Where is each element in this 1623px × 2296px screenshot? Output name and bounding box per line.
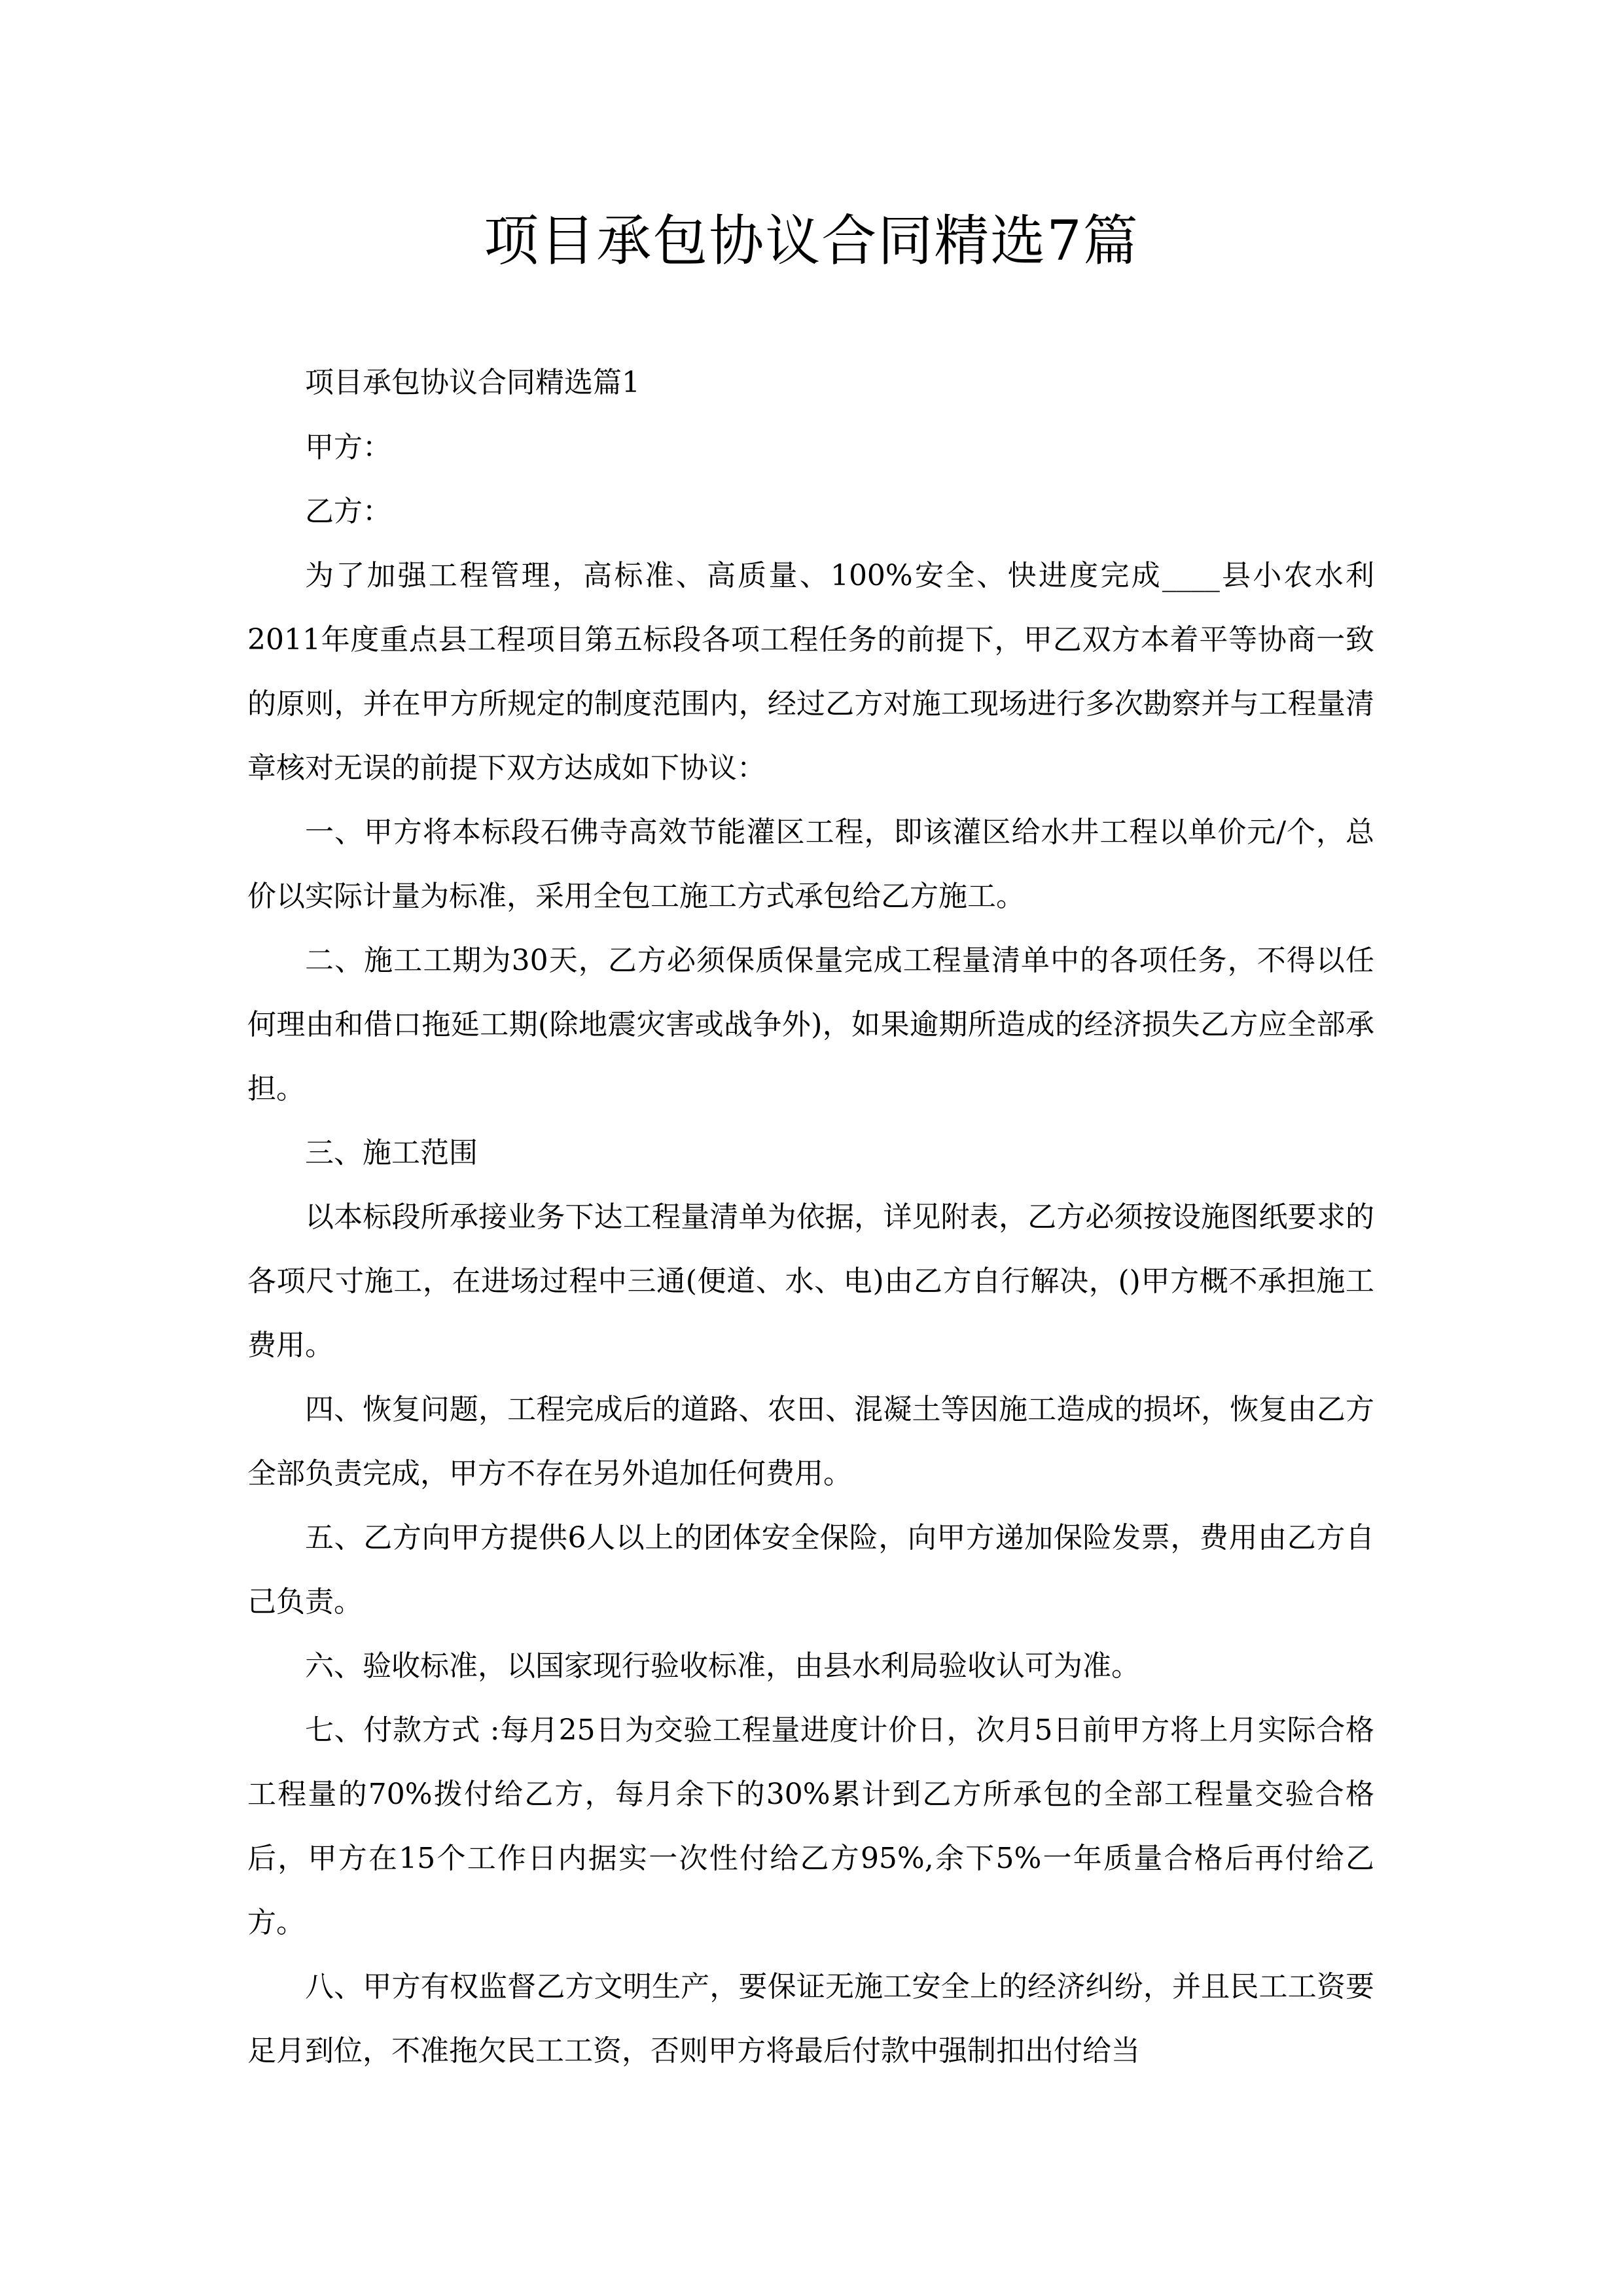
- party-b-line: 乙方：: [305, 495, 391, 528]
- document-title: 项目承包协议合同精选7篇: [484, 209, 1139, 273]
- clause-6: 六、验收标准，以国家现行验收标准，由县水利局验收认可为准。: [305, 1649, 1140, 1683]
- clause-3-heading: 三、施工范围: [305, 1136, 478, 1170]
- clause-1: 一、甲方将本标段石佛寺高效节能灌区工程，即该灌区给水井工程以单价元/个，总价以实际计量为标准，采用全包工施工方式承包给乙方施工。: [247, 816, 1374, 913]
- party-a-line: 甲方：: [305, 431, 391, 464]
- clause-2: 二、施工工期为30天，乙方必须保质保量完成工程量清单中的各项任务，不得以任何理由和借口拖延工期(除地震灾害或战争外)，如果逾期所造成的经济损失乙方应全部承担。: [247, 944, 1374, 1105]
- clause-8: 八、甲方有权监督乙方文明生产，要保证无施工安全上的经济纠纷，并且民工工资要足月到位，不准拖欠民工工资，否则甲方将最后付款中强制扣出付给当: [247, 1970, 1374, 2068]
- document-body: [247, 350, 1374, 2083]
- section-heading: 项目承包协议合同精选篇1: [305, 366, 640, 399]
- clause-5: 五、乙方向甲方提供6人以上的团体安全保险，向甲方递加保险发票，费用由乙方自己负责。: [247, 1521, 1374, 1619]
- clause-4: 四、恢复问题，工程完成后的道路、农田、混凝土等因施工造成的损坏，恢复由乙方全部负责完成，甲方不存在另外追加任何费用。: [247, 1393, 1374, 1490]
- clause-7: 七、付款方式 :每月25日为交验工程量进度计价日，次月5日前甲方将上月实际合格工程量的70%拨付给乙方，每月余下的30%累计到乙方所承包的全部工程量交验合格后，甲方在15个工作日内据实一次性付给乙方95%,余下5%一年质量合格后再付给乙方。: [247, 1713, 1374, 1939]
- preamble-paragraph: 为了加强工程管理，高标准、高质量、100%安全、快进度完成____县小农水利2011年度重点县工程项目第五标段各项工程任务的前提下，甲乙双方本着平等协商一致的原则，并在甲方所规定的制度范围内，经过乙方对施工现场进行多次勘察并与工程量清章核对无误的前提下双方达成如下协议：: [247, 559, 1374, 785]
- clause-3-body: 以本标段所承接业务下达工程量清单为依据，详见附表，乙方必须按设施图纸要求的各项尺寸施工，在进场过程中三通(便道、水、电)由乙方自行解决，()甲方概不承担施工费用。: [247, 1200, 1374, 1362]
